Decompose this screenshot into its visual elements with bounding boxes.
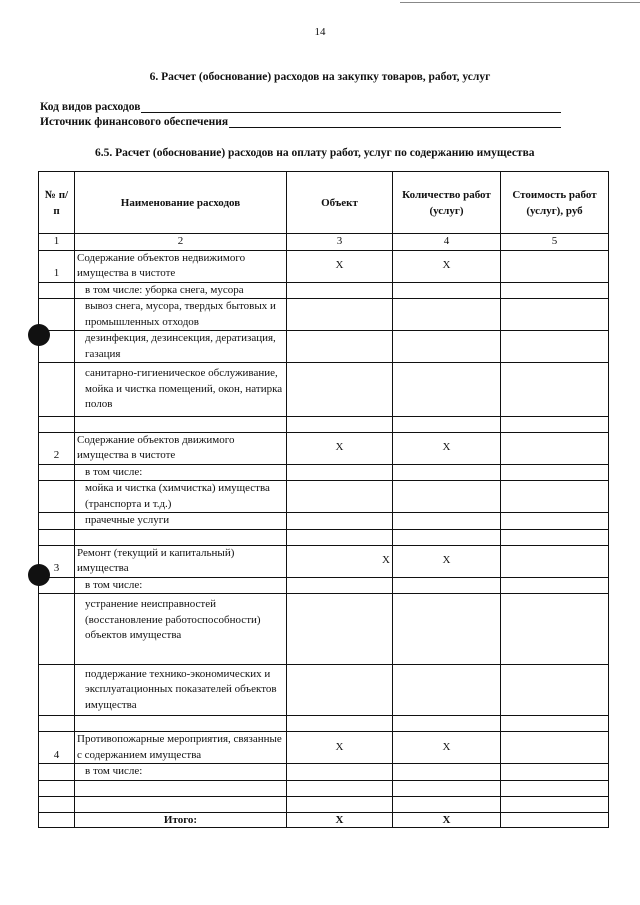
object-cell: X — [287, 250, 393, 282]
section-title: 6. Расчет (обоснование) расходов на закупку товаров, работ, услуг — [149, 71, 491, 83]
expense-name: в том числе: — [75, 577, 287, 594]
quantity-cell: X — [393, 250, 501, 282]
cost-cell — [501, 732, 609, 764]
table-row — [39, 716, 609, 732]
object-cell: X — [287, 732, 393, 764]
expense-name: мойка и чистка (химчистка) имущества (транспорта и т.д.) — [75, 481, 287, 513]
expense-name: вывоз снега, мусора, твердых бытовых и промышленных отходов — [75, 299, 287, 331]
header-num: № п/п — [39, 172, 75, 234]
expense-name: Противопожарные мероприятия, связанные с содержанием имущества — [75, 732, 287, 764]
maintenance-costs-table — [38, 171, 609, 828]
punch-hole — [28, 564, 50, 586]
table-row — [39, 481, 609, 513]
table-row — [39, 529, 609, 545]
expense-name: поддержание технико-экономических и эксплуатационных показателей объектов имущества — [75, 664, 287, 716]
col-number: 5 — [501, 234, 609, 251]
row-number: 3 — [39, 545, 75, 577]
row-number: 4 — [39, 732, 75, 764]
expense-name: дезинфекция, дезинсекция, дератизация, газация — [75, 331, 287, 363]
cost-cell — [501, 432, 609, 464]
table-row — [39, 796, 609, 812]
table-row — [39, 513, 609, 530]
cost-cell — [501, 545, 609, 577]
table-row — [39, 363, 609, 417]
header-cost: Стоимость работ (услуг), руб — [501, 172, 609, 234]
header-object: Объект — [287, 172, 393, 234]
expense-name: Содержание объектов недвижимого имущества в чистоте — [75, 250, 287, 282]
funding-source-label: Источник финансового обеспечения — [40, 116, 229, 128]
col-number: 2 — [75, 234, 287, 251]
total-row — [39, 812, 609, 827]
expense-name: санитарно-гигиеническое обслуживание, мойка и чистка помещений, окон, натирка полов — [75, 363, 287, 417]
table-row — [39, 282, 609, 299]
total-label: Итого: — [75, 812, 287, 827]
table-row — [39, 299, 609, 331]
table-row — [39, 416, 609, 432]
table-row — [39, 577, 609, 594]
total-cost — [501, 812, 609, 827]
quantity-cell: X — [393, 732, 501, 764]
object-cell: X — [287, 432, 393, 464]
page-number: 14 — [314, 26, 326, 38]
table-row — [39, 594, 609, 665]
top-edge-line — [400, 2, 640, 3]
table-row — [39, 545, 609, 577]
total-object: X — [287, 812, 393, 827]
expense-code-blank — [141, 101, 561, 113]
table-row — [39, 732, 609, 764]
col-number: 1 — [39, 234, 75, 251]
expense-code-label: Код видов расходов — [40, 101, 141, 113]
expense-name: в том числе: уборка снега, мусора — [75, 282, 287, 299]
column-number-row — [39, 234, 609, 251]
col-number: 4 — [393, 234, 501, 251]
table-row — [39, 664, 609, 716]
total-quantity: X — [393, 812, 501, 827]
table-row — [39, 250, 609, 282]
table-row — [39, 331, 609, 363]
quantity-cell: X — [393, 545, 501, 577]
table-header-row — [39, 172, 609, 234]
row-number: 2 — [39, 432, 75, 464]
table-row — [39, 780, 609, 796]
expense-name: прачечные услуги — [75, 513, 287, 530]
object-cell: X — [287, 545, 393, 577]
table-row — [39, 764, 609, 781]
expense-name: в том числе: — [75, 764, 287, 781]
header-quantity: Количество работ (услуг) — [393, 172, 501, 234]
col-number: 3 — [287, 234, 393, 251]
funding-source-blank — [229, 116, 561, 128]
expense-name: Ремонт (текущий и капитальный) имущества — [75, 545, 287, 577]
expense-name: устранение неисправностей (восстановление работоспособности) объектов имущества — [75, 594, 287, 665]
cost-cell — [501, 250, 609, 282]
expense-code-field — [40, 101, 561, 113]
expense-name: Содержание объектов движимого имущества в чистоте — [75, 432, 287, 464]
expense-name: в том числе: — [75, 464, 287, 481]
table-row — [39, 464, 609, 481]
punch-hole — [28, 324, 50, 346]
quantity-cell: X — [393, 432, 501, 464]
row-number: 1 — [39, 250, 75, 282]
funding-source-field — [40, 116, 561, 128]
table-row — [39, 432, 609, 464]
subsection-title: 6.5. Расчет (обоснование) расходов на оплату работ, услуг по содержанию имущества — [95, 147, 535, 159]
header-name: Наименование расходов — [75, 172, 287, 234]
